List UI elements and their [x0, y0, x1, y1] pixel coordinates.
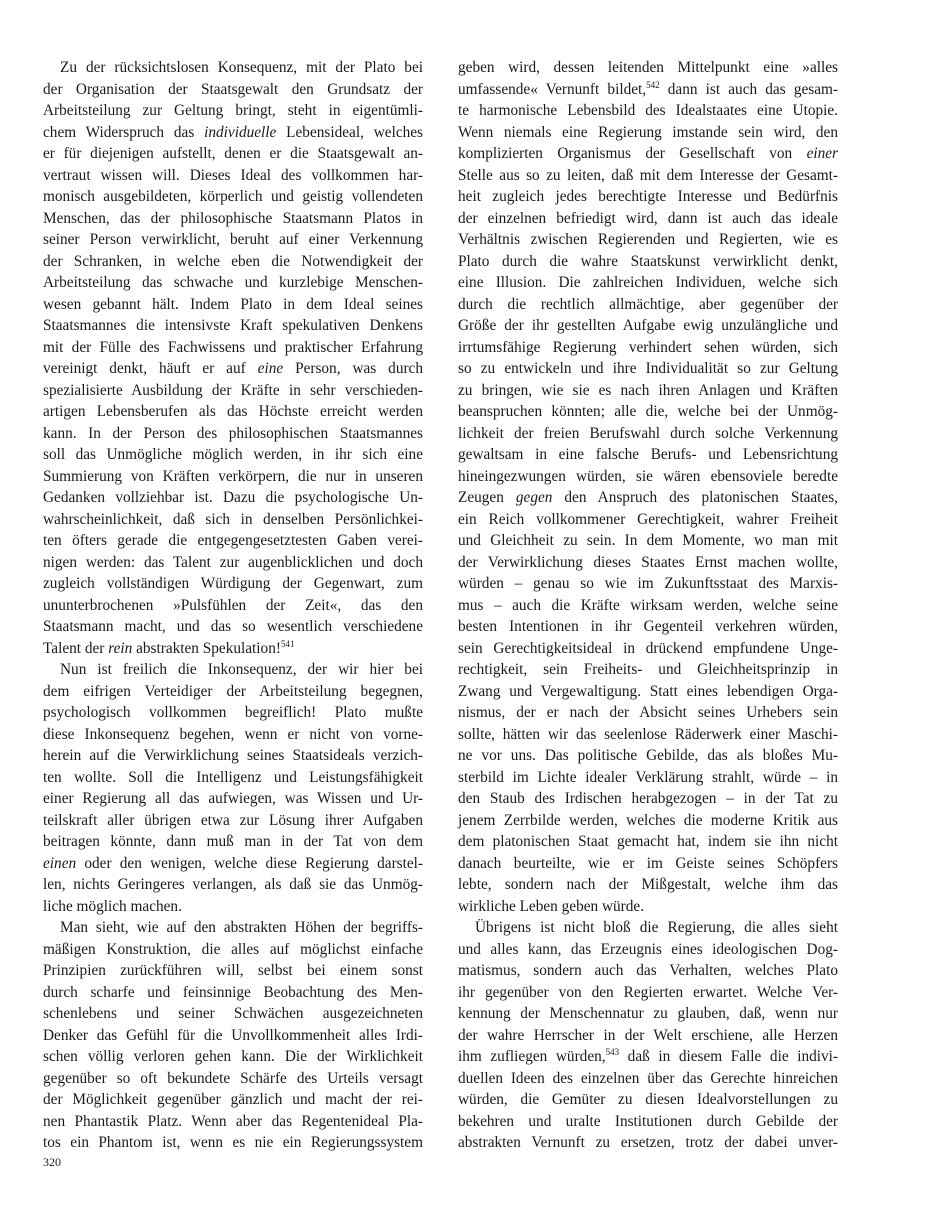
text-line [458, 1025, 838, 1047]
text-line [458, 315, 838, 337]
line-text: mus – auch die Kräfte wirksam werden, welche seine [458, 596, 838, 614]
line-text: wirkliche Leben geben würde. [458, 897, 645, 915]
text-line [43, 1089, 423, 1111]
line-text: zu bringen, wie sie es nach ihren Anlagen und Kräften [458, 381, 838, 399]
text-line [43, 874, 423, 896]
text-line [458, 853, 838, 875]
line-text: teilskraft aller übrigen etwa zur Lösung ihrer Aufgaben [43, 811, 423, 829]
text-line [43, 57, 423, 79]
line-text: Zwang und Vergewaltigung. Statt eines lebendigen Orga- [458, 682, 838, 700]
line-text: kann. In der Person des philosophischen Staatsmannes [43, 424, 423, 442]
text-line [43, 810, 423, 832]
line-text: Nun ist freilich die Inkonsequenz, der wir hier bei [60, 661, 423, 678]
text-line [43, 487, 423, 509]
text-line [43, 552, 423, 574]
text-line [458, 79, 838, 101]
text-line [43, 767, 423, 789]
line-text: Menschen, das der philosophische Staatsmann Platos in [43, 209, 423, 227]
text-line [43, 702, 423, 724]
line-text: herein auf die Verwirklichung seines Staatsideals verzich- [43, 747, 423, 764]
line-text: matismus, sondern auch das Verhalten, welches Plato [458, 962, 838, 979]
line-text: umfassende« Vernunft bildet, [458, 80, 647, 98]
line-text: heit zugleich jedes berechtigte Interesse und Bedürfnis [458, 188, 838, 205]
text-line [458, 100, 838, 122]
text-line [458, 616, 838, 638]
line-text: einer Regierung all das aufwiegen, was Wissen und Ur- [43, 790, 423, 807]
text-line [458, 122, 838, 144]
text-line [43, 724, 423, 746]
text-line [43, 982, 423, 1004]
text-line [43, 831, 423, 853]
text-line [43, 595, 423, 617]
text-line [43, 896, 423, 918]
line-text: Person, was durch [283, 360, 423, 377]
line-text: Man sieht, wie auf den abstrakten Höhen der begriffs- [60, 919, 423, 936]
line-text: artigen Lebensberufen als das Höchste erreicht werden [43, 403, 423, 420]
text-line [458, 767, 838, 789]
line-text: sterbild im Lichte idealer Verklärung strahlt, würde – in [458, 768, 838, 786]
line-text: beanspruchen könnten; alle die, welche bei der Unmög- [458, 403, 838, 420]
text-line [458, 401, 838, 423]
text-line [458, 380, 838, 402]
text-line [43, 1132, 423, 1154]
line-text: gegenüber so oft bekundete Schärfe des Urteils versagt [43, 1069, 423, 1087]
page-number: 320 [43, 1155, 61, 1169]
text-line [43, 208, 423, 230]
text-line [43, 1046, 423, 1068]
line-text: ne vor uns. Das politische Gebilde, das als bloßes Mu- [458, 747, 838, 764]
text-line [43, 659, 423, 681]
text-line [458, 229, 838, 251]
text-line [43, 788, 423, 810]
text-line [458, 573, 838, 595]
line-text: gewaltsam in eine falsche Berufs- und Lebensrichtung [458, 446, 838, 463]
line-text: jenem Zerrbilde werden, welches die moderne Kritik aus [458, 811, 838, 829]
footnote-marker: 541 [280, 638, 295, 649]
line-text: kennung der Menschennatur zu glauben, daß, wenn nur [458, 1005, 838, 1022]
text-line [43, 380, 423, 402]
emphasis-text: eine [257, 360, 284, 377]
line-text: der einzelnen befriedigt wird, dann ist auch das ideale [458, 209, 838, 227]
line-text: Stelle aus so zu leiten, daß mit dem Interesse der Gesamt- [458, 166, 838, 184]
line-text: dann ist auch das gesam- [659, 80, 839, 98]
line-text: duellen Ideen des einzelnen über das Gerechte hinreichen [458, 1069, 838, 1087]
line-text: schenlebens und seiner Schwächen ausgezeichneten [43, 1005, 423, 1022]
text-line [458, 960, 838, 982]
line-text: psychologisch vollkommen begreiflich! Plato mußte [43, 704, 423, 721]
line-text: irrtumsfähige Regierung verhindert sehen würden, sich [458, 338, 838, 356]
line-text: bekehren und uralte Institutionen durch Gebilde der [458, 1112, 838, 1130]
left-text-column [43, 57, 423, 1154]
text-line [458, 509, 838, 531]
text-line [458, 659, 838, 681]
text-line [458, 487, 838, 509]
line-text: Staatsmann macht, und das so wesentlich verschiedene [43, 618, 423, 635]
text-line [43, 530, 423, 552]
line-text: Zu der rücksichtslosen Konsequenz, mit der Plato bei [60, 59, 423, 76]
text-line [458, 638, 838, 660]
line-text: lebte, sondern nach der Mißgestalt, welche ihm das [458, 876, 838, 893]
text-line [458, 917, 838, 939]
line-text: Gedanken vollziehbar ist. Dazu die psychologische Un- [43, 489, 423, 506]
text-line [458, 1046, 838, 1068]
text-line [458, 788, 838, 810]
line-text: Übrigens ist nicht bloß die Regierung, die alles sieht [475, 919, 838, 936]
line-text: so zu entwickeln und ihre Individualität so zur Geltung [458, 360, 838, 377]
text-line [43, 100, 423, 122]
line-text: der Möglichkeit gegenüber gänzlich und macht der rei- [43, 1091, 423, 1108]
line-text: komplizierten Organismus der Gesellschaft von [458, 145, 807, 162]
line-text: schen völlig verloren gehen kann. Die der Wirklichkeit [43, 1048, 423, 1065]
text-line [43, 423, 423, 445]
text-line [458, 939, 838, 961]
text-line [458, 1003, 838, 1025]
emphasis-text: gegen [515, 489, 553, 506]
text-line [43, 509, 423, 531]
line-text: liche möglich machen. [43, 897, 182, 915]
text-line [43, 401, 423, 423]
text-line [43, 745, 423, 767]
line-text: Lebensideal, welches [276, 123, 423, 141]
text-line [43, 358, 423, 380]
text-line [43, 853, 423, 875]
text-line [458, 1089, 838, 1111]
line-text: eine Illusion. Die zahlreichen Individuen, welche sich [458, 274, 838, 291]
text-line [458, 186, 838, 208]
text-line [43, 79, 423, 101]
line-text: nen Phantastik Platz. Wenn aber das Regentenideal Pla- [43, 1112, 423, 1130]
line-text: chem Widerspruch das [43, 123, 205, 141]
line-text: würden, die Gemüter zu diesen Idealvorstellungen zu [458, 1091, 838, 1108]
line-text: monisch ausgebildeten, körperlich und geistig vollendeten [43, 188, 423, 205]
line-text: dem platonischen Staat gemacht hat, indem sie ihn nicht [458, 833, 838, 850]
text-line [458, 294, 838, 316]
line-text: Zeugen [458, 489, 516, 506]
text-line [43, 315, 423, 337]
line-text: Talent der [43, 639, 109, 657]
line-text: nigen werden: das Talent zur augenblicklichen und doch [43, 553, 423, 571]
text-line [43, 294, 423, 316]
line-text: dem eifrigen Verteidiger der Arbeitsteilung begegnen, [43, 682, 423, 700]
line-text: mäßigen Konstruktion, die alles auf möglichst einfache [43, 940, 423, 958]
text-line [458, 466, 838, 488]
line-text: mit der Fülle des Fachwissens und praktischer Erfahrung [43, 338, 423, 356]
text-line [43, 251, 423, 273]
text-line [43, 1111, 423, 1133]
text-line [458, 57, 838, 79]
line-text: len, nichts Geringeres verlangen, als daß sie das Unmög- [43, 876, 423, 893]
text-line [458, 724, 838, 746]
line-text: hineingezwungen würden, sie wären ebensoviele beredte [458, 467, 838, 485]
line-text: Plato durch die wahre Staatskunst verwirklicht denkt, [458, 252, 838, 270]
line-text: der Organisation der Staatsgewalt den Grundsatz der [43, 80, 423, 98]
text-line [458, 358, 838, 380]
footnote-marker: 542 [646, 79, 660, 90]
text-line [458, 896, 838, 918]
line-text: Verhältnis zwischen Regierenden und Regierten, wie es [458, 231, 838, 248]
text-line [458, 681, 838, 703]
line-text: abstrakten Vernunft zu ersetzen, trotz der dabei unver- [458, 1134, 838, 1151]
line-text: zugleich vollständigen Würdigung der Gegenwart, zum [43, 575, 423, 592]
line-text: er für diejenigen aufstellt, denen er die Staatsgewalt an- [43, 145, 423, 162]
line-text: ten öfters gerade die entgegengesetztesten Gaben verei- [43, 532, 423, 549]
text-line [43, 1068, 423, 1090]
line-text: besten Intentionen in ihr Gegenteil verkehren würden, [458, 618, 838, 635]
line-text: danach beurteilte, wie er im Geiste seines Schöpfers [458, 854, 838, 872]
line-text: und Gleichheit zu sein. In dem Momente, wo man mit [458, 532, 838, 549]
line-text: Wenn niemals eine Regierung imstande sein wird, den [458, 123, 838, 141]
line-text: Größe der ihr gestellten Aufgabe ewig unzulängliche und [458, 317, 838, 334]
text-line [43, 638, 423, 660]
line-text: Arbeitsteilung das schwache und kurzlebige Menschen- [43, 274, 423, 291]
text-line [43, 681, 423, 703]
emphasis-text: rein [108, 639, 133, 657]
emphasis-text: individuelle [204, 123, 277, 141]
text-line [43, 143, 423, 165]
text-line [458, 337, 838, 359]
line-text: durch die rechtlich allmächtige, aber gegenüber der [458, 295, 838, 313]
line-text: Arbeitsteilung zur Geltung bringt, steht in eigentümli- [43, 102, 423, 119]
text-line [458, 745, 838, 767]
right-text-column [458, 57, 838, 1154]
text-line [43, 337, 423, 359]
line-text: der Schranken, in welche eben die Notwendigkeit der [43, 252, 423, 270]
text-line [43, 1003, 423, 1025]
line-text: Prinzipien zurückführen will, selbst bei einem sonst [43, 962, 423, 979]
line-text: sollte, hätten wir das seelenlose Räderwerk einer Maschi- [458, 725, 838, 743]
text-line [458, 1068, 838, 1090]
line-text: sein Gerechtigkeitsideal in drückend empfundene Unge- [458, 639, 838, 657]
text-line [43, 229, 423, 251]
line-text: ein Reich vollkommener Gerechtigkeit, wahrer Freiheit [458, 510, 838, 528]
line-text: rechtigkeit, sein Freiheits- und Gleichheitsprinzip in [458, 661, 838, 678]
line-text: vertraut wissen will. Dieses Ideal des vollkommen har- [43, 166, 423, 184]
line-text: Denker das Gefühl für die Unvollkommenheit alles Irdi- [43, 1026, 423, 1044]
line-text: den Anspruch des platonischen Staates, [552, 489, 838, 506]
line-text: Staatsmannes die intensivste Kraft spekulativen Denkens [43, 317, 423, 334]
line-text: lichkeit der freien Berufswahl durch solche Verkennung [458, 424, 838, 442]
text-line [43, 272, 423, 294]
text-line [43, 960, 423, 982]
line-text: beitragen könnte, dann muß man in der Tat von dem [43, 833, 423, 850]
text-line [43, 939, 423, 961]
text-line [458, 1111, 838, 1133]
line-text: te harmonische Lebensbild des Idealstaates eine Utopie. [458, 102, 838, 119]
text-line [458, 810, 838, 832]
text-line [458, 702, 838, 724]
footnote-marker: 543 [605, 1047, 620, 1057]
line-text: daß in diesem Falle die indivi- [619, 1048, 838, 1065]
line-text: würden – genau so wie im Zukunftsstaat des Marxis- [458, 575, 838, 592]
line-text: wahrscheinlichkeit, daß sich in denselben Persönlichkei- [43, 510, 423, 528]
line-text: diese Inkonsequenz begehen, wenn er nicht von vorne- [43, 725, 423, 743]
text-line [458, 831, 838, 853]
text-line [43, 616, 423, 638]
line-text: soll das Unmögliche möglich werden, in ihr sich eine [43, 446, 423, 463]
emphasis-text: einen [43, 854, 77, 872]
text-line [458, 1132, 838, 1154]
line-text: geben wird, dessen leitenden Mittelpunkt eine »alles [458, 59, 838, 76]
text-line [458, 423, 838, 445]
text-line [458, 208, 838, 230]
line-text: nismus, der er nach der Absicht seines Urhebers sein [458, 704, 838, 721]
text-line [458, 874, 838, 896]
line-text: oder den wenigen, welche diese Regierung darstel- [76, 854, 423, 872]
line-text: spezialisierte Ausbildung der Kräfte in sehr verschieden- [43, 381, 423, 399]
text-line [43, 466, 423, 488]
text-line [458, 251, 838, 273]
line-text: Summierung von Kräften verkörpern, die nur in unseren [43, 467, 423, 485]
text-line [43, 186, 423, 208]
text-line [458, 272, 838, 294]
line-text: vereinigt denkt, häuft er auf [43, 360, 258, 377]
text-line [43, 573, 423, 595]
line-text: ununterbrochenen »Pulsfühlen der Zeit«, das den [43, 596, 423, 614]
text-line [43, 917, 423, 939]
text-line [458, 444, 838, 466]
text-line [43, 122, 423, 144]
line-text: ihr gegenüber von den Regierten erwartet. Welche Ver- [458, 983, 838, 1001]
emphasis-text: einer [806, 145, 838, 162]
line-text: der wahre Herrscher in der Welt erschiene, alle Herzen [458, 1026, 838, 1044]
text-line [458, 143, 838, 165]
line-text: den Staub des Irdischen herabgezogen – in der Tat zu [458, 790, 838, 807]
line-text: abstrakten Spekulation! [132, 639, 281, 657]
line-text: der Verwirklichung dieses Staates Ernst machen wollte, [458, 553, 838, 571]
text-line [458, 530, 838, 552]
line-text: seiner Person verwirklicht, beruht auf einer Verkennung [43, 231, 423, 248]
text-line [458, 552, 838, 574]
text-line [458, 165, 838, 187]
line-text: ihm zufliegen würden, [458, 1048, 606, 1065]
text-line [43, 444, 423, 466]
text-line [43, 1025, 423, 1047]
line-text: ten wollte. Soll die Intelligenz und Leistungsfähigkeit [43, 768, 423, 786]
line-text: wesen gebannt hält. Indem Plato in dem Ideal seines [43, 295, 423, 313]
line-text: durch scharfe und feinsinnige Beobachtung des Men- [43, 983, 423, 1001]
text-line [458, 595, 838, 617]
text-line [43, 165, 423, 187]
line-text: tos ein Phantom ist, wenn es nie ein Regierungssystem [43, 1134, 423, 1151]
text-line [458, 982, 838, 1004]
line-text: und alles kann, das Erzeugnis eines ideologischen Dog- [458, 940, 838, 958]
